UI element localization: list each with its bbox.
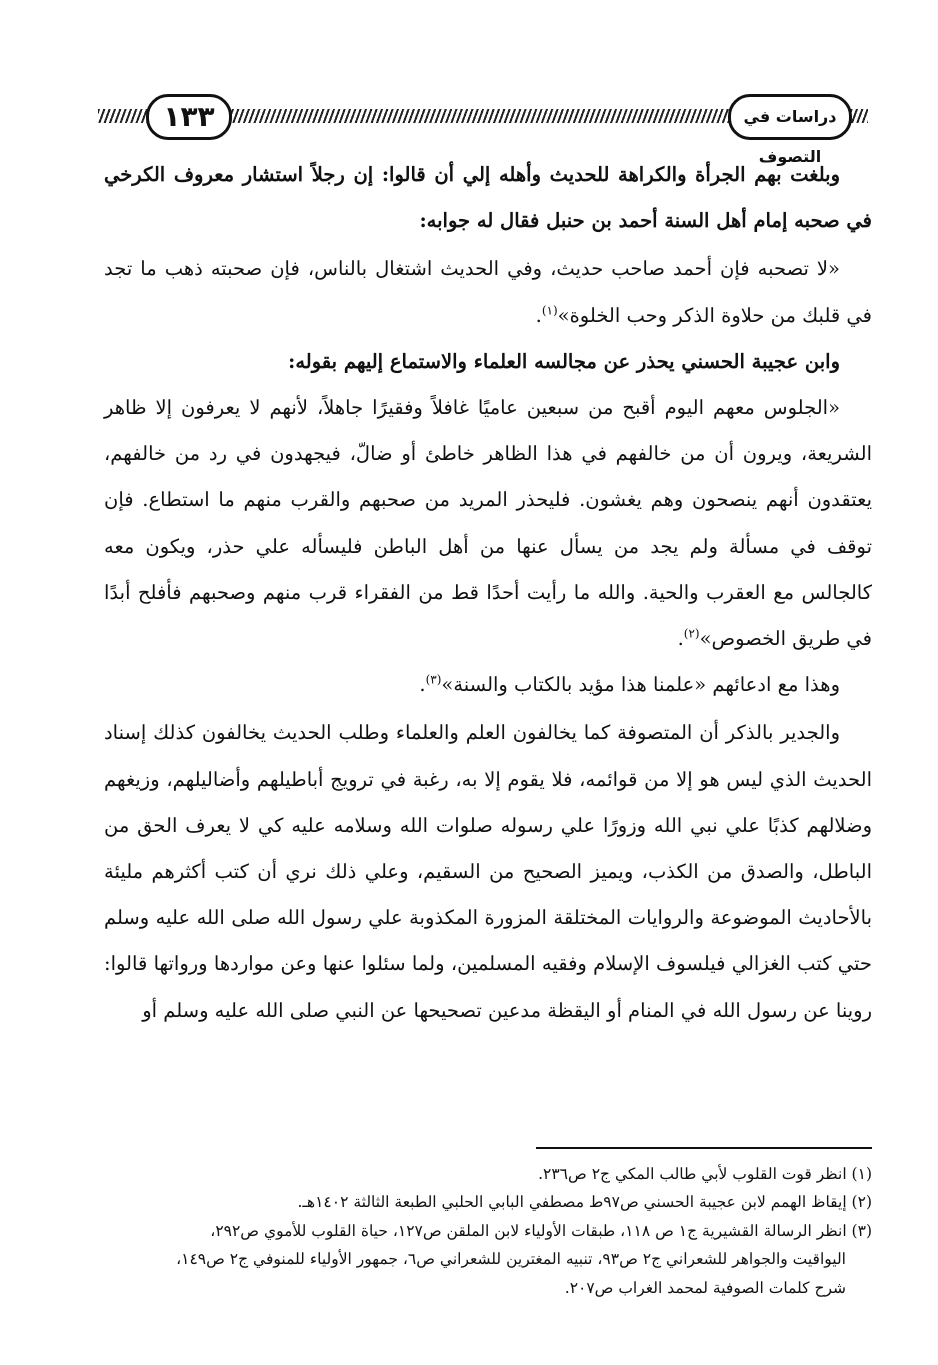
footnote-3-line-2: اليواقيت والجواهر للشعراني ج٢ ص٩٣، تنبيه المغترين للشعراني ص٦، جمهور الأولياء للمنوفي ج٢ ص١٤٩،: [176, 1250, 846, 1269]
footnotes: [104, 1160, 872, 1302]
footnote-2: (٢) إيقاظ الهمم لابن عجيبة الحسني ص٩٧ط مصطفي البابي الحلبي الطبعة الثالثة ١٤٠٢هـ.: [297, 1193, 872, 1212]
footnote-3-line-3: شرح كلمات الصوفية لمحمد الغراب ص٢٠٧.: [564, 1278, 846, 1297]
quote-ibn-ajiba: «الجلوس معهم اليوم أقبح من سبعين عاميًا غافلاً وفقيرًا جاهلاً، لأنهم لا يعرفون إلا ظاهر الشريعة، ويرون أن من خالفهم في هذا الظاهر خاطئ أو ضالّ، فيجهدون في رد من خالفهم، يعتقدون أنهم ينصحون وهم يغشون. فليحذر المريد من صحبهم والقرب منهم ما استطاع. فإن توقف في مسألة ولم يجد من يسأل عنها من أهل الباطن فليسأله علي حذر، ويكون معه كالجالس مع العقرب والحية. والله ما رأيت أحدًا قط من الفقراء قرب منهم وصحبهم فأفلح أبدًا في طريق الخصوص»$^{(٢)}$.: [104, 396, 872, 651]
footnote-ref-1[interactable]: (١): [541, 303, 558, 318]
running-title: دراسات في التصوف: [728, 94, 852, 140]
paragraph-claim: وهذا مع ادعائهم «علمنا هذا مؤيد بالكتاب والسنة»$^{(٣)}$.: [419, 672, 840, 697]
footnote-3: (٣) انظر الرسالة القشيرية ج١ ص ١١٨، طبقات الأولياء لابن الملقن ص١٢٧، حياة القلوب للأموي ص٢٩٢،: [210, 1221, 872, 1240]
header-ornament-middle: [216, 109, 736, 123]
main-text: [104, 152, 872, 1034]
paragraph-isnad: والجدير بالذكر أن المتصوفة كما يخالفون العلم والعلماء وطلب الحديث يخالفون كذلك إسناد الحديث الذي ليس هو إلا من قوائمه، فلا يقوم إلا به، رغبة في ترويج أباطيلهم وأضاليلهم، وزيغهم وضلالهم كذبًا علي نبي الله وزورًا علي رسوله صلوات الله وسلامه عليه كي لا يعرف الحق من الباطل، والصدق من الكذب، ويميز الصحيح من السقيم، وعلي ذلك نري أن كتب أكثرهم مليئة بالأحاديث الموضوعة والروايات المختلقة المزورة المكذوبة علي رسول الله صلى الله عليه وسلم حتي كتب الغزالي فيلسوف الإسلام وفقيه المسلمين، ولما سئلوا عنها وعن مواردها ورواتها قالوا: روينا عن رسول الله في المنام أو اليقظة مدعين تصحيحها عن النبي صلى الله عليه وسلم أو: [104, 721, 872, 1022]
footnote-1: (١) انظر قوت القلوب لأبي طالب المكي ج٢ ص٢٣٦.: [538, 1165, 872, 1183]
paragraph-ibn-ajiba: وابن عجيبة الحسني يحذر عن مجالسه العلماء والاستماع إليهم بقوله:: [288, 349, 840, 373]
page-header: [98, 88, 868, 166]
footnote-separator: [536, 1147, 872, 1149]
paragraph-1: وبلغت بهم الجرأة والكراهة للحديث وأهله إلي أن قالوا: إن رجلاً استشار معروف الكرخي في صحبه إمام أهل السنة أحمد بن حنبل فقال له جوابه:: [104, 163, 872, 233]
header-ornament-left: [98, 109, 150, 123]
footnote-ref-3[interactable]: (٣): [425, 672, 442, 687]
quote-ahmad: «لا تصحبه فإن أحمد صاحب حديث، وفي الحديث اشتغال بالناس، فإن صحبته ذهب ما تجد في قلبك من حلاوة الذكر وحب الخلوة»$^{(١)}$.: [104, 257, 872, 327]
page-number: ١٣٣: [146, 94, 232, 140]
footnote-ref-2[interactable]: (٢): [683, 626, 700, 641]
